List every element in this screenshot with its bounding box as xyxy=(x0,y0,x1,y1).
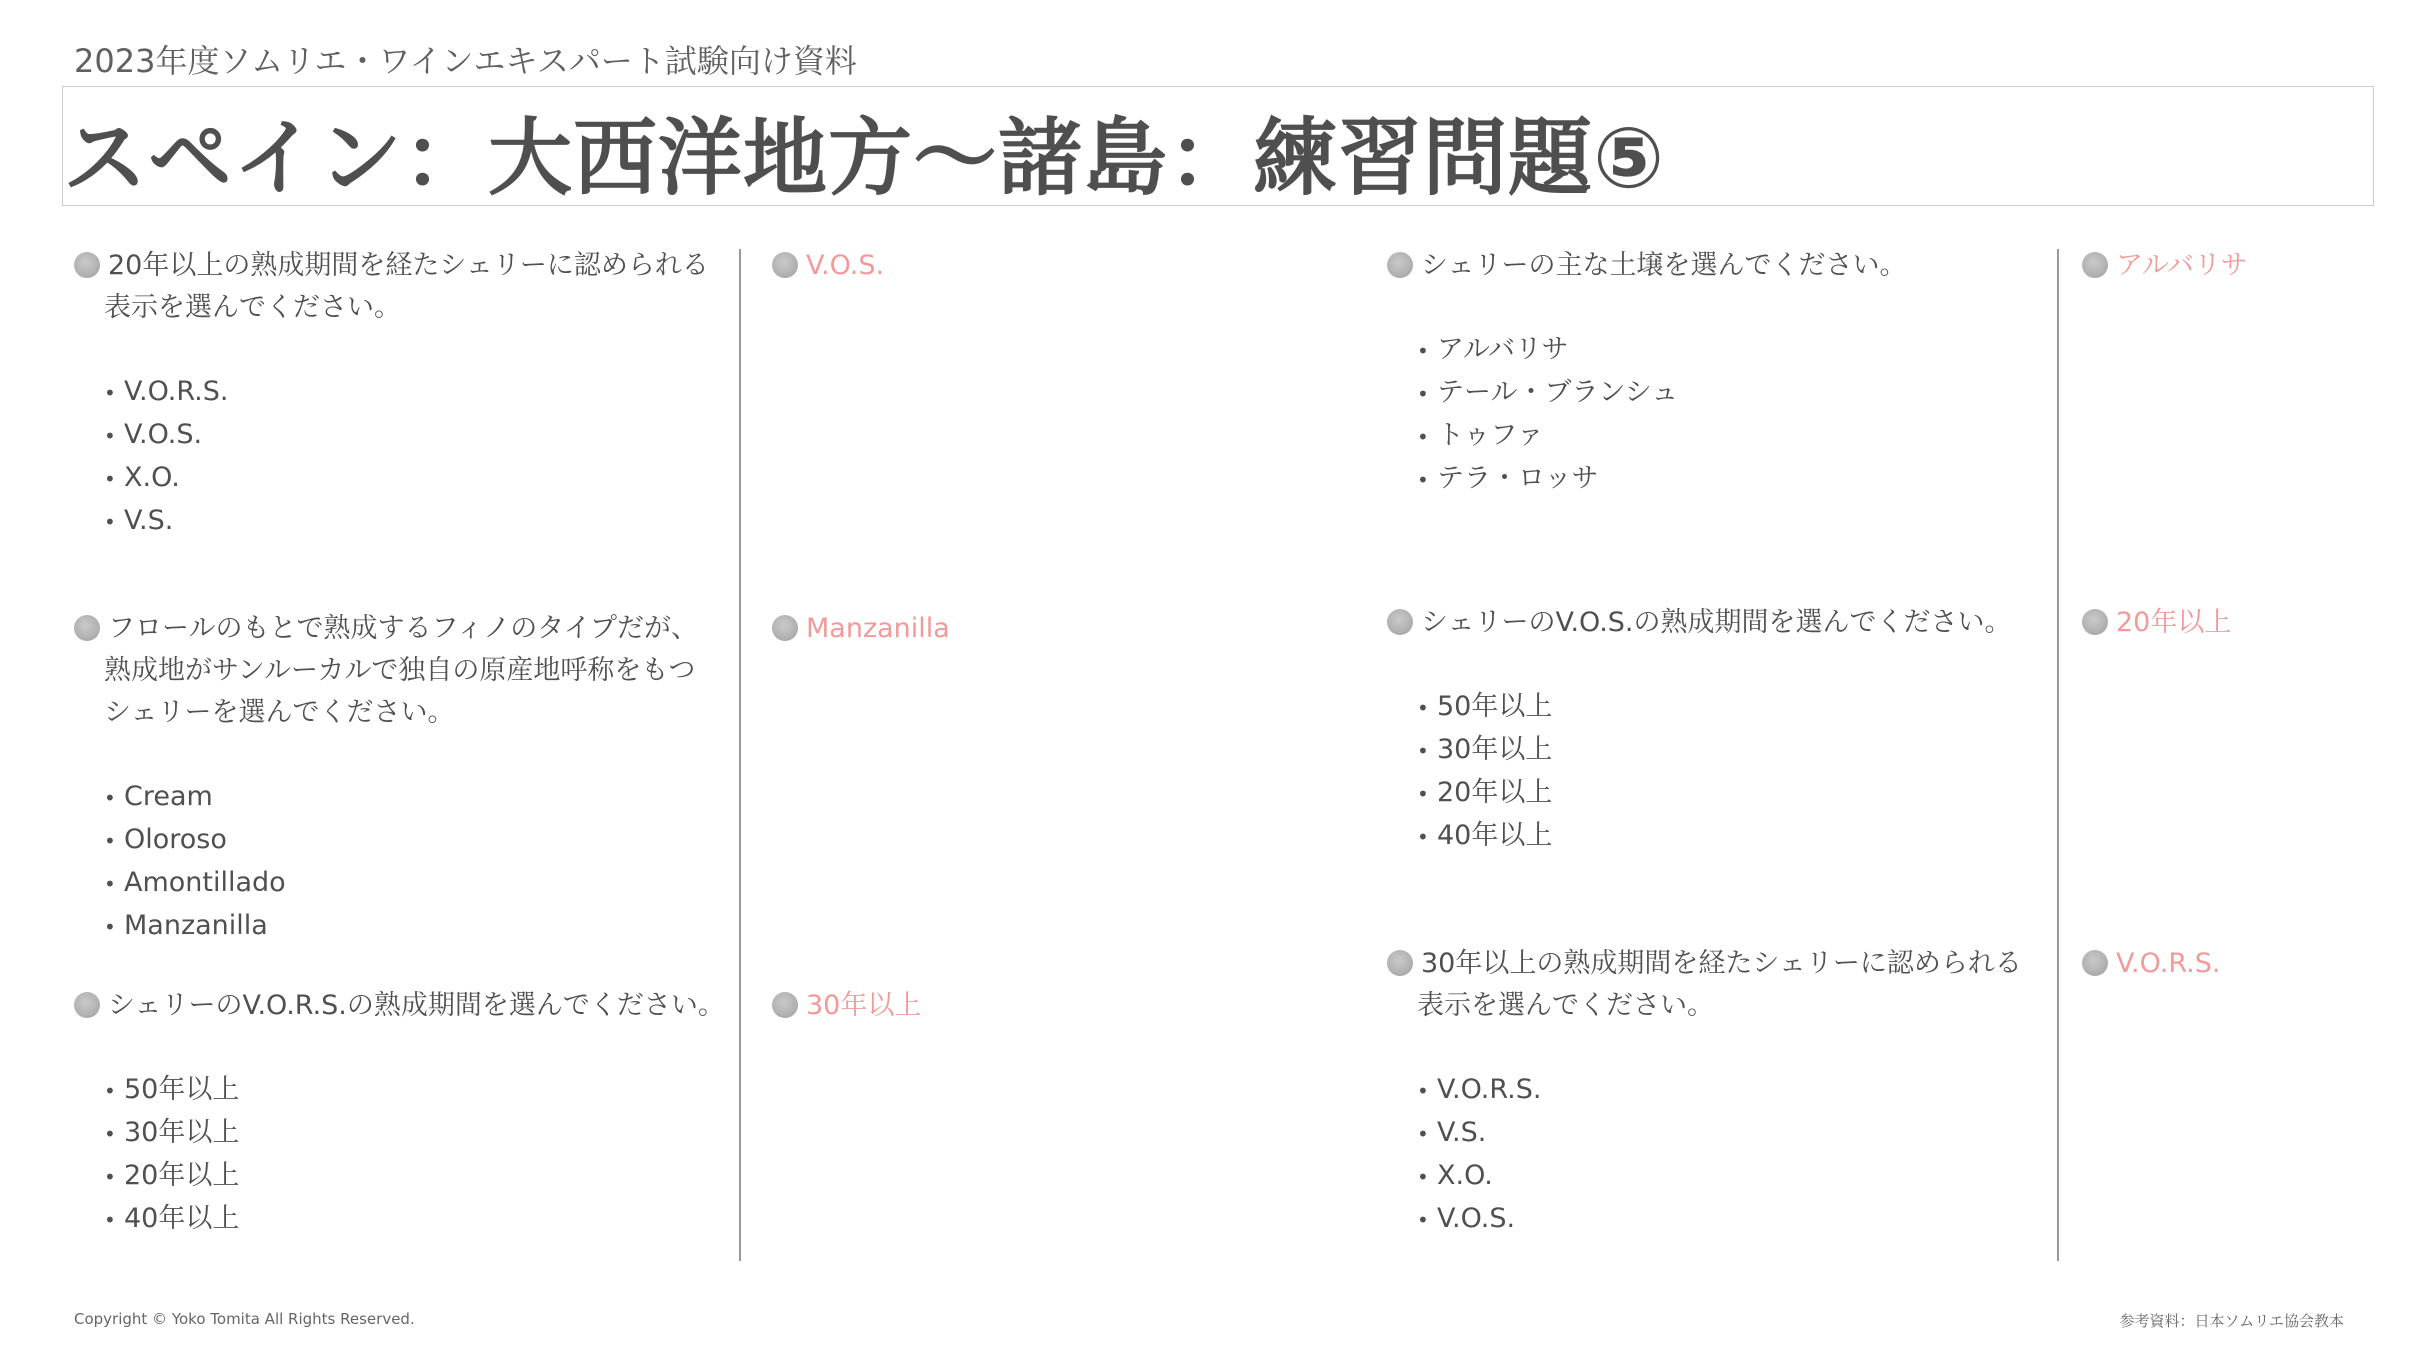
answer-5 xyxy=(2082,602,2231,644)
bullet-circle-icon xyxy=(2082,950,2108,976)
question-text-1: 20年以上の熟成期間を経たシェリーに認められる表示を選んでください。 xyxy=(104,250,709,323)
option-item: • 50年以上 xyxy=(1417,686,2027,729)
option-item: • Oloroso xyxy=(104,819,714,862)
option-list-5 xyxy=(1387,686,2027,858)
question-block-2 xyxy=(74,608,714,948)
answer-text-4: アルバリサ xyxy=(2116,250,2248,281)
answer-text-6: V.O.R.S. xyxy=(2116,948,2221,979)
option-item: • V.S. xyxy=(104,500,714,543)
option-item: • Amontillado xyxy=(104,862,714,905)
answer-6 xyxy=(2082,943,2220,985)
question-block-5 xyxy=(1387,602,2027,858)
question-text-3: シェリーのV.O.R.S.の熟成期間を選んでください。 xyxy=(108,990,725,1021)
answer-2 xyxy=(772,608,950,650)
bullet-circle-icon xyxy=(74,992,100,1018)
answer-1 xyxy=(772,245,884,287)
reference-note: 参考資料：日本ソムリエ協会教本 xyxy=(2119,1312,2344,1330)
option-item: • Cream xyxy=(104,776,714,819)
question-block-1 xyxy=(74,245,714,543)
answer-text-2: Manzanilla xyxy=(806,613,950,644)
question-text-2: フロールのもとで熟成するフィノのタイプだが、 熟成地がサンルーカルで独自の原産地呼称をもつシェリーを選んでください。 xyxy=(104,613,698,728)
copyright-notice: Copyright © Yoko Tomita All Rights Reserved. xyxy=(74,1310,415,1328)
column-divider-right xyxy=(2057,249,2059,1261)
option-item: • トゥファ xyxy=(1417,415,2027,458)
page-title: スペイン：大西洋地方〜諸島：練習問題⑤ xyxy=(63,109,1666,207)
option-item: • V.O.S. xyxy=(104,414,714,457)
option-item: • X.O. xyxy=(1417,1155,2027,1198)
option-item: • テール・ブランシュ xyxy=(1417,372,2027,415)
option-item: • アルバリサ xyxy=(1417,329,2027,372)
answer-3 xyxy=(772,985,921,1027)
option-item: • 20年以上 xyxy=(104,1155,734,1198)
option-item: • X.O. xyxy=(104,457,714,500)
bullet-circle-icon xyxy=(2082,609,2108,635)
option-item: • Manzanilla xyxy=(104,905,714,948)
option-list-2 xyxy=(74,776,714,948)
document-subtitle: 2023年度ソムリエ・ワインエキスパート試験向け資料 xyxy=(74,42,857,80)
column-divider-left xyxy=(739,249,741,1261)
answer-4 xyxy=(2082,245,2248,287)
option-item: • 40年以上 xyxy=(1417,815,2027,858)
question-text-4: シェリーの主な土壌を選んでください。 xyxy=(1421,250,1907,281)
option-item: • V.O.S. xyxy=(1417,1198,2027,1241)
bullet-circle-icon xyxy=(74,252,100,278)
bullet-circle-icon xyxy=(74,615,100,641)
bullet-circle-icon xyxy=(772,992,798,1018)
question-block-4 xyxy=(1387,245,2027,501)
option-item: • 30年以上 xyxy=(1417,729,2027,772)
question-text-6: 30年以上の熟成期間を経たシェリーに認められる表示を選んでください。 xyxy=(1417,948,2022,1021)
option-item: • V.O.R.S. xyxy=(104,371,714,414)
bullet-circle-icon xyxy=(772,252,798,278)
question-block-3 xyxy=(74,985,734,1241)
bullet-circle-icon xyxy=(1387,950,1413,976)
answer-text-5: 20年以上 xyxy=(2116,607,2232,638)
option-item: • 20年以上 xyxy=(1417,772,2027,815)
option-list-6 xyxy=(1387,1069,2027,1241)
answer-text-3: 30年以上 xyxy=(806,990,922,1021)
option-item: • V.O.R.S. xyxy=(1417,1069,2027,1112)
bullet-circle-icon xyxy=(1387,252,1413,278)
question-block-6 xyxy=(1387,943,2027,1241)
option-item: • 30年以上 xyxy=(104,1112,734,1155)
question-text-5: シェリーのV.O.S.の熟成期間を選んでください。 xyxy=(1421,607,2012,638)
bullet-circle-icon xyxy=(1387,609,1413,635)
option-item: • 40年以上 xyxy=(104,1198,734,1241)
option-list-1 xyxy=(74,371,714,543)
title-box xyxy=(62,86,2374,206)
option-item: • テラ・ロッサ xyxy=(1417,458,2027,501)
option-list-4 xyxy=(1387,329,2027,501)
answer-text-1: V.O.S. xyxy=(806,250,885,281)
bullet-circle-icon xyxy=(2082,252,2108,278)
option-item: • 50年以上 xyxy=(104,1069,734,1112)
option-item: • V.S. xyxy=(1417,1112,2027,1155)
option-list-3 xyxy=(74,1069,734,1241)
bullet-circle-icon xyxy=(772,615,798,641)
